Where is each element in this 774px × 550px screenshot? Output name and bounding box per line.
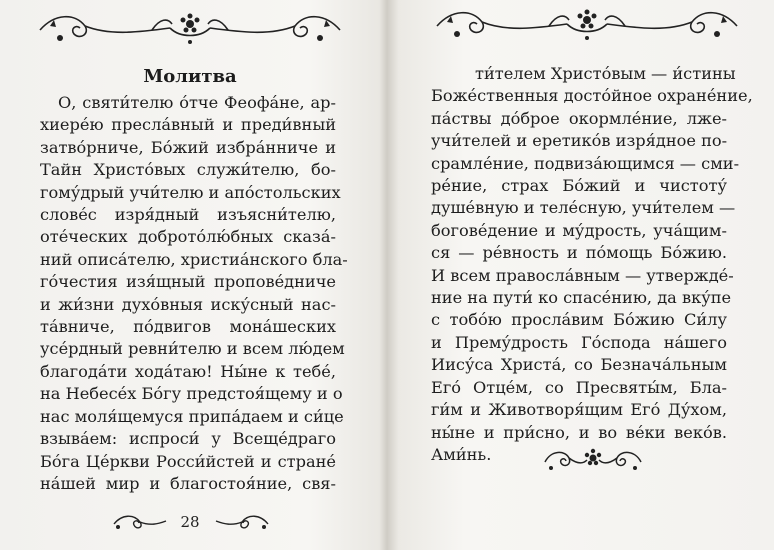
text-line: ги́м и Животворя́щим Его́ Ду́хом, — [431, 400, 727, 420]
scroll-ornament-icon — [110, 512, 168, 532]
text-line: па́ствы до́брое окормле́ние, лже- — [431, 108, 727, 128]
text-line: И всем правосла́вным — утвержде́- — [431, 265, 734, 285]
text-line: слове́с изря́дный изъясни́телю, — [40, 205, 336, 225]
text-line: усе́рдный ревни́телю и всем лю́дем — [40, 339, 345, 359]
page-number: 28 — [180, 513, 200, 531]
text-line: ние на пути́ ко спасе́нию, да вку́пе — [431, 288, 732, 308]
floral-ornament-icon — [427, 4, 747, 44]
text-line: душе́вную и теле́сную, учи́телем — — [431, 198, 736, 218]
text-line: ся — ре́вность и по́мощь Бо́жию. — [431, 243, 727, 263]
text-line: на Небесе́х Бо́гу предстоя́щему и о — [40, 384, 343, 404]
header-ornament-right — [427, 4, 747, 44]
right-page — [387, 0, 774, 550]
prayer-heading: Молитва — [143, 66, 237, 87]
text-line: хиере́ю пресла́вный и преди́вный — [40, 115, 336, 135]
text-line: та́вниче, по́двигов мона́шеских — [40, 317, 336, 337]
text-line: Его́ Отце́м, со Пресвяты́м, Бла- — [431, 377, 727, 397]
floral-ornament-icon — [539, 446, 647, 474]
text-line: Иису́са Христа́, со Безнача́льным — [431, 355, 727, 375]
text-line: с тобо́ю просла́вим Бо́жию Си́лу — [431, 310, 727, 330]
text-line: Ами́нь. — [431, 444, 492, 464]
header-ornament-left — [30, 8, 350, 48]
text-line: на́шей мир и благостоя́ние, свя- — [40, 473, 336, 493]
left-page — [0, 0, 385, 550]
footer-ornament-left — [110, 512, 168, 532]
text-line: Бо́га Це́ркви Росси́йстей и стране́ — [40, 451, 336, 471]
text-line: Боже́ственныя досто́йное охране́ние, — [431, 86, 753, 106]
text-line: учи́телей и еретико́в изря́дное по- — [431, 131, 728, 151]
text-line: гому́дрый учи́телю и апо́стольских — [40, 182, 341, 202]
text-line: ны́не и при́сно, и во ве́ки веко́в. — [431, 422, 727, 442]
footer-ornament-right — [214, 512, 272, 532]
text-line: ре́ние, страх Бо́жий и чистоту́ — [431, 176, 727, 196]
text-line: нас моля́щемуся припа́даем и си́це — [40, 406, 344, 426]
text-line: срамле́ние, подвиза́ющимся — сми- — [431, 153, 740, 173]
text-line: О, святи́телю о́тче Феофа́не, ар- — [58, 93, 336, 112]
text-line: благода́ти хода́таю! Ны́не к тебе́, — [40, 361, 336, 381]
text-line: Тайн Христо́вых служи́телю, бо- — [40, 160, 336, 180]
floral-ornament-icon — [30, 8, 350, 48]
end-ornament — [539, 446, 647, 474]
text-line: и Прему́дрость Го́спода на́шего — [431, 332, 727, 352]
text-line: взыва́ем: испроси́ у Всеще́драго — [40, 429, 336, 449]
text-line: го́честия изя́щный пропове́дниче — [40, 272, 336, 292]
text-line: ти́телем Христо́вым — и́стины — [475, 64, 736, 83]
text-line: оте́ческих доброто́лю́бных сказа́- — [40, 227, 336, 247]
text-line: богове́дение и му́дрость, уча́щим- — [431, 220, 727, 240]
text-line: и жи́зни духо́вныя иску́сный нас- — [40, 294, 336, 314]
text-line: затво́рниче, Бо́жий избра́нниче и — [40, 137, 336, 157]
right-page-text — [431, 63, 753, 466]
left-page-text — [40, 92, 348, 495]
text-line: ний описа́телю, христиа́нского бла- — [40, 249, 348, 269]
scroll-ornament-icon — [214, 512, 272, 532]
